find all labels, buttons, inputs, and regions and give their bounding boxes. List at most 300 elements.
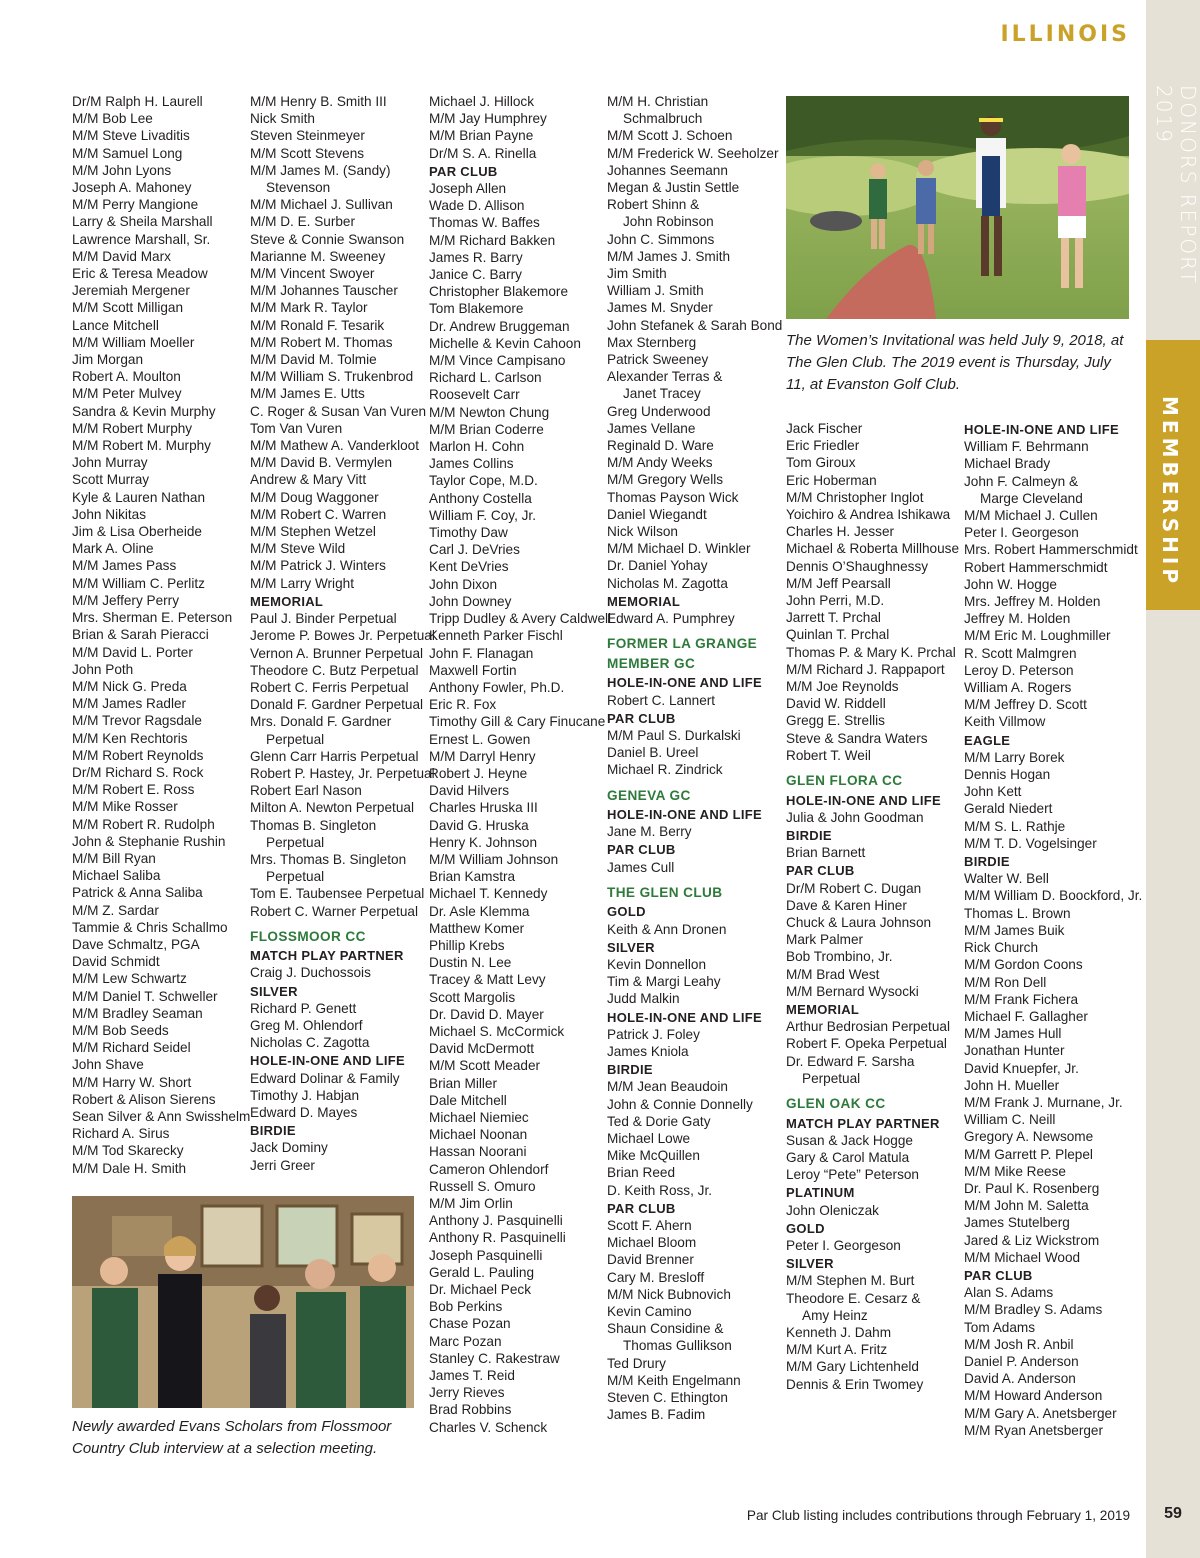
donor-name: Dr/M Richard S. Rock [72, 764, 204, 780]
donor-name: Chuck & Laura Johnson [786, 914, 932, 930]
donor-name: M/M Darryl Henry [429, 748, 536, 764]
donor-name: M/M Kurt A. Fritz [786, 1342, 888, 1358]
donor-name: Schmalbruch [623, 111, 703, 127]
donor-name: Donald F. Gardner Perpetual [250, 697, 424, 713]
giving-level-heading: BIRDIE [607, 1062, 653, 1078]
donor-name: Glenn Carr Harris Perpetual [250, 748, 419, 764]
donor-name: M/M William C. Perlitz [72, 575, 205, 591]
donor-name: Dennis Hogan [964, 767, 1051, 783]
donor-name: Robert C. Lannert [607, 692, 716, 708]
donor-name: Joseph Allen [429, 181, 507, 197]
donor-name: M/M Jeffery Perry [72, 592, 180, 608]
donor-name: M/M Michael Wood [964, 1249, 1081, 1265]
donor-name: M/M David L. Porter [72, 644, 193, 660]
donor-name: Janice C. Barry [429, 267, 522, 283]
donor-name: John & Stephanie Rushin [72, 833, 226, 849]
donor-name: John Murray [72, 455, 148, 471]
donor-name: Greg Underwood [607, 403, 711, 419]
donor-name: Eric Friedler [786, 438, 860, 454]
donor-name: M/M James E. Utts [250, 386, 365, 402]
donor-name: Edward A. Pumphrey [607, 611, 735, 627]
donor-name: M/M Scott Meader [429, 1058, 541, 1074]
donor-name: M/M Samuel Long [72, 145, 183, 161]
donor-name: M/M David B. Vermylen [250, 455, 393, 471]
donor-name: Walter W. Bell [964, 871, 1049, 887]
donor-name: Brian & Sarah Pieracci [72, 627, 209, 643]
donor-name: Scott Margolis [429, 989, 516, 1005]
donor-name: M/M Howard Anderson [964, 1388, 1103, 1404]
donor-name: Tom E. Taubensee Perpetual [250, 886, 425, 902]
donor-name: C. Roger & Susan Van Vuren [250, 403, 427, 419]
donor-name: Nicholas C. Zagotta [250, 1035, 370, 1051]
donor-name: Peter I. Georgeson [786, 1237, 901, 1253]
donor-name: Jim Smith [607, 266, 667, 282]
donor-name: Brad Robbins [429, 1402, 512, 1418]
club-heading: THE GLEN CLUB [607, 884, 723, 900]
donor-name: M/M James M. (Sandy) [250, 162, 391, 178]
donor-name: Michael Lowe [607, 1130, 691, 1146]
donor-name: Megan & Justin Settle [607, 180, 740, 196]
donor-name: Milton A. Newton Perpetual [250, 800, 414, 816]
donor-name: M/M Gary Lichtenheld [786, 1359, 919, 1375]
donor-name: Sandra & Kevin Murphy [72, 403, 216, 419]
donor-name: Steven Steinmeyer [250, 128, 365, 144]
giving-level-heading: HOLE-IN-ONE AND LIFE [607, 675, 763, 691]
donor-name: David W. Riddell [786, 696, 886, 712]
donor-name: Jerome P. Bowes Jr. Perpetual [250, 628, 435, 644]
donor-name: Susan & Jack Hogge [786, 1132, 913, 1148]
donor-name: Andrew & Mary Vitt [250, 472, 367, 488]
donor-name: M/M Frederick W. Seeholzer [607, 145, 779, 161]
donor-name: Perpetual [802, 1070, 861, 1086]
footer-note: Par Club listing includes contributions through February 1, 2019 [746, 1508, 1130, 1523]
donor-name: John & Connie Donnelly [607, 1096, 753, 1112]
donor-name: Mrs. Thomas B. Singleton [250, 851, 407, 867]
donor-name: M/M James J. Smith [607, 248, 731, 264]
giving-level-heading: HOLE-IN-ONE AND LIFE [964, 422, 1120, 437]
donor-name: James T. Reid [429, 1368, 515, 1384]
donor-name: Jim & Lisa Oberheide [72, 524, 202, 540]
giving-level-heading: MEMORIAL [250, 593, 324, 609]
donor-name: Kent DeVries [429, 559, 509, 575]
donor-name: Tim & Margi Leahy [607, 974, 721, 990]
donor-name: John Oleniczak [786, 1202, 879, 1218]
donor-name: M/M Nick Bubnovich [607, 1286, 731, 1302]
donor-name: M/M James Radler [72, 696, 187, 712]
donor-name: Thomas P. & Mary K. Prchal [786, 644, 956, 660]
donor-name: M/M Mathew A. Vanderkloot [250, 438, 419, 454]
donor-name: M/M James Pass [72, 558, 177, 574]
giving-level-heading: PAR CLUB [786, 863, 855, 879]
donor-name: James Kniola [607, 1043, 689, 1059]
donor-name: Alan S. Adams [964, 1285, 1054, 1301]
donor-name: William F. Coy, Jr. [429, 507, 536, 523]
donor-name: Dale Mitchell [429, 1092, 507, 1108]
donor-name: M/M Bernard Wysocki [786, 983, 919, 999]
donor-name: William J. Smith [607, 283, 704, 299]
giving-level-heading: HOLE-IN-ONE AND LIFE [250, 1053, 406, 1069]
donor-name: M/M Stephen Wetzel [250, 524, 376, 540]
donor-name: M/M T. D. Vogelsinger [964, 835, 1097, 851]
donor-name: M/M Josh R. Anbil [964, 1336, 1074, 1352]
donor-name: Charles H. Jesser [786, 524, 895, 540]
donor-name: James Vellane [607, 420, 696, 436]
donor-name: M/M Eric M. Loughmiller [964, 628, 1111, 644]
donor-name: Reginald D. Ware [607, 438, 714, 454]
donor-name: M/M Michael D. Winkler [607, 541, 751, 557]
donor-name: Michael S. McCormick [429, 1023, 565, 1039]
donor-name: M/M Johannes Tauscher [250, 283, 398, 299]
donor-name: Chase Pozan [429, 1316, 511, 1332]
donor-name: M/M Larry Wright [250, 575, 354, 591]
donor-name: Tom Adams [964, 1319, 1036, 1335]
club-heading: GLEN OAK CC [786, 1096, 886, 1112]
donor-name: Kenneth J. Dahm [786, 1324, 892, 1340]
giving-level-heading: PLATINUM [786, 1185, 855, 1201]
donor-name: James Cull [607, 859, 675, 875]
donor-name: Phillip Krebs [429, 937, 505, 953]
donor-name: Tammie & Chris Schallmo [72, 919, 228, 935]
donor-name: M/M William Moeller [72, 334, 195, 350]
donor-name: M/M Patrick J. Winters [250, 558, 386, 574]
donor-name: Michael Niemiec [429, 1109, 529, 1125]
giving-level-heading: SILVER [786, 1256, 834, 1272]
donor-name: Michael R. Zindrick [607, 762, 723, 778]
donor-name: John Downey [429, 593, 512, 609]
donor-name: M/M Paul S. Durkalski [607, 727, 741, 743]
donor-name: Michael Saliba [72, 868, 161, 884]
donor-name: Ted Drury [607, 1355, 666, 1371]
donor-name: M/M Vincent Swoyer [250, 266, 375, 282]
donor-name: Michael Noonan [429, 1127, 528, 1143]
donor-name: Yoichiro & Andrea Ishikawa [786, 507, 951, 523]
donor-name: M/M Bradley S. Adams [964, 1302, 1103, 1318]
donor-name: Kevin Camino [607, 1304, 692, 1319]
donor-name: Charles V. Schenck [429, 1419, 548, 1435]
donor-name: Sean Silver & Ann Swisshelm [72, 1108, 251, 1124]
donor-name: John Kett [964, 784, 1022, 800]
donor-name: M/M Stephen M. Burt [786, 1273, 915, 1289]
donor-name: Alexander Terras & [607, 369, 723, 385]
donor-name: Dr/M S. A. Rinella [429, 145, 537, 161]
donor-name: David Hilvers [429, 783, 510, 799]
donor-name: M/M Gregory Wells [607, 472, 724, 488]
donor-name: M/M Robert M. Thomas [250, 334, 393, 350]
donor-name: M/M John Lyons [72, 162, 172, 178]
donor-name: Mrs. Jeffrey M. Holden [964, 594, 1101, 610]
club-heading: MEMBER GC [607, 655, 696, 671]
donor-name: Michael & Roberta Millhouse [786, 541, 960, 557]
donor-name: M/M Dale H. Smith [72, 1160, 187, 1176]
donor-name: Brian Barnett [786, 845, 866, 861]
donor-name: Richard A. Sirus [72, 1126, 170, 1142]
donor-name: Eric & Teresa Meadow [72, 266, 208, 282]
donor-name: James Stutelberg [964, 1215, 1070, 1231]
donor-name: Quinlan T. Prchal [786, 627, 890, 643]
club-heading: GENEVA GC [607, 787, 691, 803]
donor-name: Perpetual [266, 869, 325, 885]
donor-name: Mike McQuillen [607, 1148, 700, 1164]
donor-name: Carl J. DeVries [429, 542, 520, 558]
donor-name: Dave & Karen Hiner [786, 897, 907, 913]
donor-name: M/M Steve Wild [250, 541, 346, 557]
donor-name: M/M Newton Chung [429, 404, 550, 420]
donor-name: David McDermott [429, 1041, 534, 1057]
donor-name: M/M Brian Payne [429, 128, 534, 144]
donor-name: Charles Hruska III [429, 800, 538, 816]
donor-name: Christopher Blakemore [429, 284, 569, 300]
donor-name: William A. Rogers [964, 680, 1072, 696]
donor-name: M/M Nick G. Preda [72, 678, 187, 694]
giving-level-heading: SILVER [250, 983, 298, 999]
donor-name: John C. Simmons [607, 231, 715, 247]
donor-name: M/M David Marx [72, 248, 171, 264]
donor-name: Gerald Niedert [964, 801, 1053, 817]
donor-name: M/M Vince Campisano [429, 353, 566, 369]
donor-name: Kyle & Lauren Nathan [72, 489, 206, 505]
donor-name: William C. Neill [964, 1112, 1056, 1128]
evans-scholars-caption: Newly awarded Evans Scholars from Flossmoor Country Club interview at a selection meeting. [72, 1418, 392, 1457]
donor-name: Rick Church [964, 940, 1039, 956]
donor-name: M/M Richard Seidel [72, 1040, 191, 1056]
giving-level-heading: PAR CLUB [964, 1267, 1033, 1283]
donor-column-6 [964, 420, 1143, 1439]
donor-name: M/M Brian Coderre [429, 421, 544, 437]
donor-name: Kenneth Parker Fischl [429, 628, 563, 644]
donor-name: M/M Ronald F. Tesarik [250, 317, 385, 333]
donor-column-4 [607, 93, 783, 1423]
donor-name: Anthony J. Pasquinelli [429, 1213, 563, 1229]
donor-name: M/M Keith Engelmann [607, 1372, 741, 1388]
donor-name: Lawrence Marshall, Sr. [72, 231, 211, 247]
donor-name: M/M Ron Dell [964, 974, 1047, 990]
donor-name: Larry & Sheila Marshall [72, 214, 213, 230]
donor-name: Tom Blakemore [429, 301, 524, 317]
donor-name: M/M Henry B. Smith III [250, 94, 387, 109]
donor-name: M/M Michael J. Cullen [964, 508, 1098, 524]
donor-name: Brian Reed [607, 1165, 676, 1181]
donor-name: Bob Perkins [429, 1299, 503, 1315]
donor-name: Jim Morgan [72, 352, 144, 368]
donor-name: John Robinson [623, 214, 714, 230]
donor-name: Tom Giroux [786, 455, 856, 471]
donor-name: M/M Ken Rechtoris [72, 730, 188, 746]
section-sidebar [1146, 0, 1200, 1558]
donor-name: M/M John M. Saletta [964, 1198, 1089, 1214]
donor-name: M/M S. L. Rathje [964, 818, 1066, 834]
donor-name: Michael Brady [964, 456, 1051, 472]
giving-level-heading: GOLD [607, 904, 646, 920]
donor-name: M/M Jeffrey D. Scott [964, 697, 1087, 713]
donor-name: John Shave [72, 1057, 144, 1073]
donor-name: Brian Kamstra [429, 869, 516, 885]
giving-level-heading: PAR CLUB [607, 842, 676, 858]
club-heading: GLEN FLORA CC [786, 773, 903, 789]
giving-level-heading: PAR CLUB [607, 710, 676, 726]
evans-scholars-photo [72, 1196, 414, 1408]
donor-name: James R. Barry [429, 249, 523, 265]
donor-name: Gregg E. Strellis [786, 713, 885, 729]
donor-name: Jack Dominy [250, 1140, 328, 1156]
donor-name: M/M Garrett P. Plepel [964, 1146, 1093, 1162]
report-title: DONORS REPORT 2019 [1152, 85, 1200, 285]
donor-name: M/M Christopher Inglot [786, 489, 924, 505]
scholars-group-illustration [72, 1196, 414, 1408]
donor-name: M/M Richard J. Rappaport [786, 661, 945, 677]
donor-name: Peter I. Georgeson [964, 525, 1079, 541]
donor-name: Max Sternberg [607, 334, 697, 350]
donor-name: M/M H. Christian [607, 94, 709, 109]
donor-name: M/M William Johnson [429, 851, 559, 867]
donor-name: Gary & Carol Matula [786, 1149, 910, 1165]
donor-name: Stevenson [266, 180, 331, 196]
donor-name: Cary M. Bresloff [607, 1269, 705, 1285]
donor-name: Perpetual [266, 731, 325, 747]
donor-name: Timothy Gill & Cary Finucane [429, 714, 606, 730]
donor-name: Theodore C. Butz Perpetual [250, 662, 419, 678]
donor-name: Marlon H. Cohn [429, 439, 525, 455]
donor-name: Gerald L. Pauling [429, 1264, 535, 1280]
donor-name: William F. Behrmann [964, 439, 1089, 455]
donor-column-3 [429, 93, 612, 1436]
donor-name: Daniel P. Anderson [964, 1353, 1079, 1369]
donor-name: Robert Hammerschmidt [964, 559, 1108, 575]
donor-name: John Dixon [429, 576, 498, 592]
donor-name: Steven C. Ethington [607, 1390, 728, 1406]
donor-name: Anthony Costella [429, 490, 532, 506]
donor-name: M/M Mike Reese [964, 1163, 1066, 1179]
donor-name: John F. Flanagan [429, 645, 534, 661]
donor-name: Robert P. Hastey, Jr. Perpetual [250, 765, 435, 781]
donor-name: Jared & Liz Wickstrom [964, 1232, 1100, 1248]
donor-name: James Collins [429, 456, 514, 472]
donor-name: Hassan Noorani [429, 1144, 527, 1160]
donor-name: Leroy D. Peterson [964, 662, 1074, 678]
donor-name: Robert J. Heyne [429, 765, 528, 781]
donor-name: Vernon A. Brunner Perpetual [250, 645, 424, 661]
donor-name: Henry K. Johnson [429, 834, 538, 850]
donor-name: M/M James Hull [964, 1026, 1062, 1042]
donor-name: Mrs. Sherman E. Peterson [72, 610, 233, 626]
club-heading: FLOSSMOOR CC [250, 928, 366, 944]
donor-name: Ted & Dorie Gaty [607, 1113, 711, 1129]
donor-name: David Knuepfer, Jr. [964, 1060, 1079, 1076]
donor-name: M/M Bob Seeds [72, 1022, 169, 1038]
donor-name: M/M Robert C. Warren [250, 506, 387, 522]
donor-name: Michael Bloom [607, 1235, 697, 1251]
donor-name: Amy Heinz [802, 1307, 868, 1323]
donor-name: Dr. Paul K. Rosenberg [964, 1180, 1100, 1196]
donor-name: Scott F. Ahern [607, 1217, 692, 1233]
giving-level-heading: HOLE-IN-ONE AND LIFE [607, 1009, 763, 1025]
womens-invitational-caption: The Women’s Invitational was held July 9, 2018, at The Glen Club. The 2019 event is Thursday, July 11, at Evanston Golf Club. [786, 332, 1124, 393]
donor-name: Jane M. Berry [607, 824, 692, 840]
section-band [1146, 340, 1200, 610]
donor-name: M/M Bob Lee [72, 111, 153, 127]
donor-name: Thomas W. Baffes [429, 215, 540, 231]
donor-name: Robert F. Opeka Perpetual [786, 1036, 947, 1052]
donor-name: Patrick J. Foley [607, 1026, 700, 1042]
donor-name: Dennis O’Shaughnessy [786, 558, 929, 574]
donor-name: M/M Z. Sardar [72, 902, 159, 918]
donor-name: M/M Brad West [786, 966, 880, 982]
donor-name: Robert Earl Nason [250, 783, 362, 799]
donor-name: Nick Smith [250, 111, 315, 127]
donor-name: James M. Snyder [607, 300, 713, 316]
donor-name: John F. Calmeyn & [964, 473, 1079, 489]
donor-name: M/M Trevor Ragsdale [72, 713, 202, 729]
donor-name: M/M Jeff Pearsall [786, 575, 891, 591]
donor-name: D. Keith Ross, Jr. [607, 1182, 713, 1198]
donor-name: Greg M. Ohlendorf [250, 1018, 363, 1034]
donor-name: M/M Scott J. Schoen [607, 128, 733, 144]
donor-name: M/M Steve Livaditis [72, 128, 190, 144]
donor-name: M/M Doug Waggoner [250, 489, 379, 505]
donor-name: Dr/M Robert C. Dugan [786, 880, 922, 896]
giving-level-heading: MATCH PLAY PARTNER [250, 948, 404, 964]
donor-name: Tracey & Matt Levy [429, 972, 546, 988]
donor-name: Daniel B. Ureel [607, 745, 699, 761]
donor-name: M/M Peter Mulvey [72, 386, 182, 402]
donor-name: Patrick & Anna Saliba [72, 885, 203, 901]
donor-name: John Stefanek & Sarah Bond [607, 317, 783, 333]
donor-name: M/M Jim Orlin [429, 1196, 513, 1211]
donor-name: M/M Robert R. Rudolph [72, 816, 215, 832]
donor-name: Dennis & Erin Twomey [786, 1376, 924, 1392]
donor-name: Timothy Daw [429, 525, 508, 541]
donor-name: Maxwell Fortin [429, 662, 517, 678]
donor-name: M/M Scott Milligan [72, 300, 184, 316]
donor-name: M/M Robert M. Murphy [72, 438, 211, 454]
page-number: 59 [1164, 1505, 1182, 1522]
donor-name: Kevin Donnellon [607, 956, 706, 972]
donor-name: Marianne M. Sweeney [250, 248, 386, 264]
donor-name: R. Scott Malmgren [964, 645, 1077, 661]
donor-name: Robert A. Moulton [72, 369, 181, 385]
donor-name: Steve & Connie Swanson [250, 231, 405, 247]
donor-name: Jeffrey M. Holden [964, 611, 1071, 627]
donor-name: M/M Mike Rosser [72, 799, 178, 815]
donor-name: Jerry Rieves [429, 1385, 505, 1401]
donor-name: M/M Mark R. Taylor [250, 300, 368, 316]
donor-name: John Nikitas [72, 506, 147, 522]
donor-name: Marge Cleveland [980, 490, 1083, 506]
donor-name: Roosevelt Carr [429, 387, 520, 403]
donor-name: M/M Robert Murphy [72, 420, 193, 436]
donor-name: Thomas B. Singleton [250, 817, 377, 833]
donor-column-5 [786, 420, 958, 1393]
donor-name: Nick Wilson [607, 524, 678, 540]
donor-name: John W. Hogge [964, 576, 1057, 592]
donor-name: M/M Michael J. Sullivan [250, 197, 393, 213]
donor-name: Thomas Payson Wick [607, 489, 739, 505]
donor-name: Leroy “Pete” Peterson [786, 1167, 919, 1183]
donor-name: Russell S. Omuro [429, 1178, 536, 1194]
giving-level-heading: BIRDIE [786, 827, 832, 843]
donor-name: M/M William D. Boockford, Jr. [964, 888, 1143, 904]
donor-name: Dr. Daniel Yohay [607, 558, 708, 574]
donor-name: Keith & Ann Dronen [607, 921, 727, 937]
donor-name: M/M D. E. Surber [250, 214, 355, 230]
golf-course-illustration [786, 96, 1129, 319]
giving-level-heading: PAR CLUB [607, 1200, 676, 1216]
donor-name: M/M Richard Bakken [429, 232, 556, 248]
donor-name: Theodore E. Cesarz & [786, 1290, 921, 1306]
donor-name: Lance Mitchell [72, 317, 159, 333]
donor-name: Robert T. Weil [786, 747, 871, 763]
giving-level-heading: MATCH PLAY PARTNER [786, 1115, 940, 1131]
donor-name: M/M Perry Mangione [72, 197, 199, 213]
